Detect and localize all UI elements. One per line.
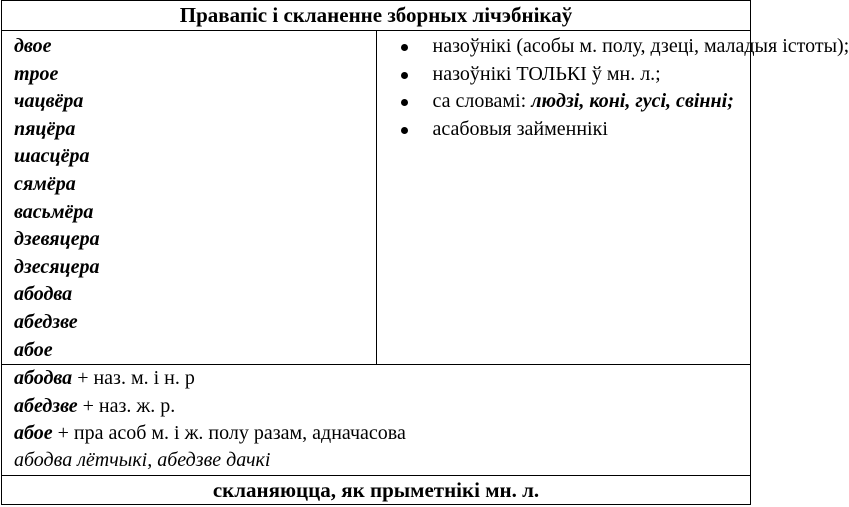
- numerals-list-cell: [2, 31, 377, 365]
- numeral-word: пяцёра: [14, 117, 76, 140]
- usage-rules-cell: [376, 31, 849, 365]
- numeral-word: абое: [14, 338, 53, 361]
- title-row: [2, 1, 751, 31]
- numeral-word: дзесяцера: [14, 255, 100, 278]
- bullet-dot-icon: [401, 44, 408, 51]
- usage-line: [14, 393, 750, 420]
- numeral-word: дзевяцера: [14, 228, 100, 251]
- rule-text: асабовыя займеннікі: [432, 117, 608, 140]
- rule-text: са словамі:: [432, 90, 532, 113]
- numeral-word: шасцёра: [14, 145, 90, 168]
- rule-text: назоўнікі (асобы м. полу, дзеці, маладыя істоты);: [432, 35, 849, 57]
- usage-line: [14, 365, 750, 392]
- rule-item: [377, 61, 751, 89]
- table-title: Правапіс і скланенне зборных лічэбнікаў: [2, 1, 751, 31]
- rule-item: [377, 88, 751, 116]
- rules-list: [377, 33, 849, 143]
- usage-rest: + пра асоб м. і ж. полу разам, адначасова: [52, 421, 406, 444]
- usage-cell: [2, 365, 751, 476]
- rule-item: [377, 33, 849, 61]
- usage-row: [2, 365, 751, 476]
- numeral-word: двое: [14, 35, 52, 57]
- numeral-word: трое: [14, 62, 59, 85]
- rule-emphasis: людзі, коні, гусі, свінні;: [531, 90, 734, 113]
- document-page: [1, 0, 849, 506]
- usage-word: абое: [14, 421, 53, 444]
- numeral-word: абедзве: [14, 310, 78, 333]
- table-footer: скланяюцца, як прыметнікі мн. л.: [2, 476, 751, 505]
- numeral-word: абодва: [14, 283, 73, 306]
- numeral-word: чацвёра: [14, 90, 84, 113]
- bullet-dot-icon: [401, 72, 408, 79]
- usage-line: [14, 420, 750, 447]
- usage-word: абедзве: [14, 394, 78, 417]
- usage-word: абодва: [14, 367, 73, 390]
- numeral-word: сямёра: [14, 172, 76, 195]
- numeral-word: васьмёра: [14, 200, 94, 223]
- bullet-dot-icon: [401, 99, 408, 106]
- content-row: [2, 31, 751, 365]
- rule-item: [377, 116, 751, 144]
- usage-rest: + наз. м. і н. р: [72, 367, 195, 390]
- numerals-table: [1, 0, 849, 505]
- usage-example: абодва лётчыкі, абедзве дачкі: [14, 449, 271, 472]
- bullet-dot-icon: [401, 127, 408, 134]
- rule-text: назоўнікі ТОЛЬКІ ў мн. л.;: [432, 62, 661, 85]
- footer-row: [2, 476, 751, 505]
- usage-rest: + наз. ж. р.: [77, 394, 176, 417]
